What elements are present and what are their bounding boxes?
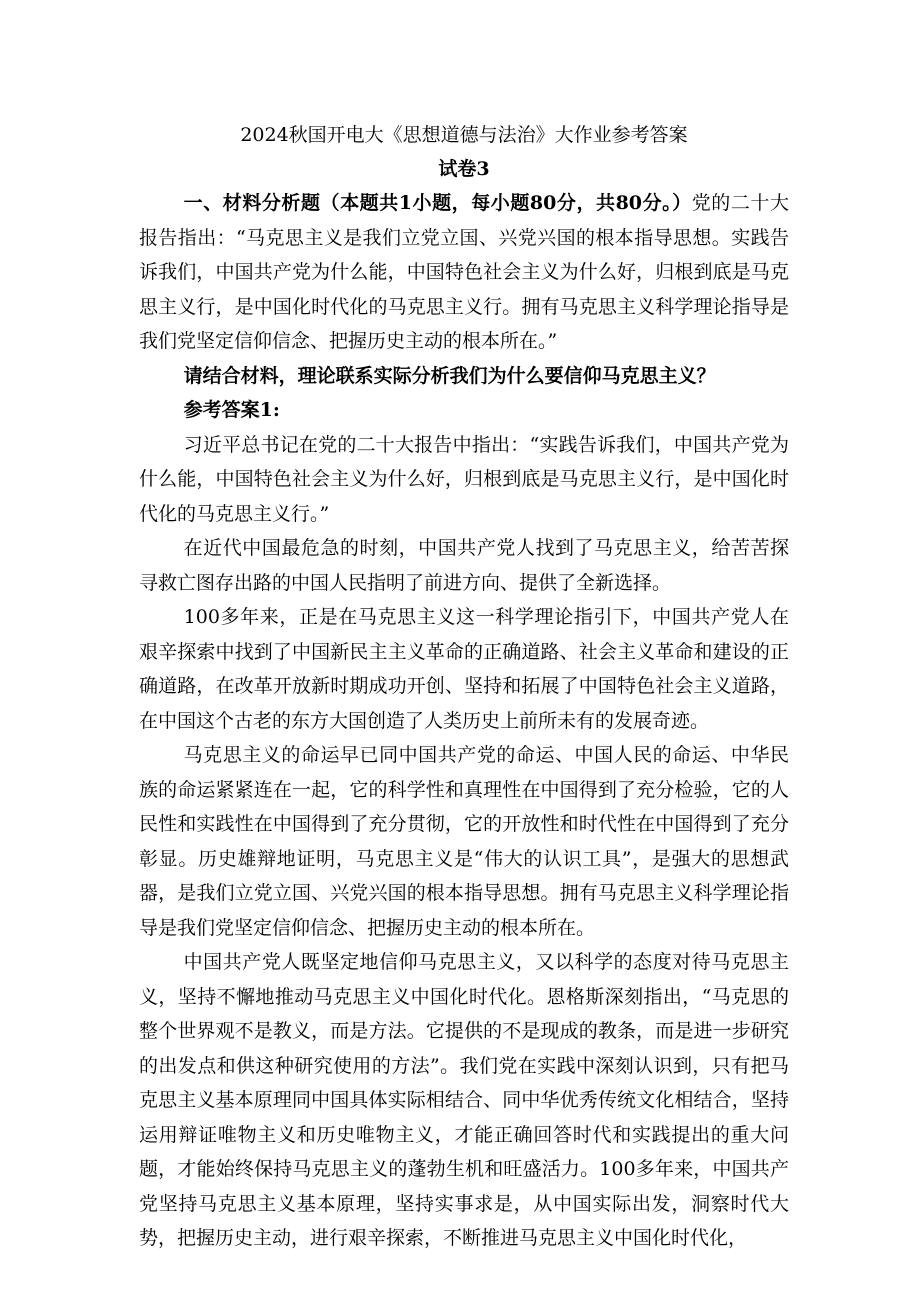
question-text: 请结合材料，理论联系实际分析我们为什么要信仰马克思主义？: [183, 364, 716, 387]
document-title: 2024秋国开电大《思想道德与法治》大作业参考答案: [240, 124, 688, 146]
answer-paragraph-2: 在近代中国最危急的时刻，中国共产党人找到了马克思主义，给苦苦探寻救亡图存出路的中国人民指明了前进方向、提供了全新选择。: [139, 537, 789, 594]
answer-label: 参考答案1:: [183, 399, 280, 421]
answer-paragraph-3: 100多年来，正是在马克思主义这一科学理论指引下，中国共产党人在艰辛探索中找到了中国新民主主义革命的正确道路、社会主义革命和建设的正确道路，在改革开放新时期成功开创、坚持和拓展了中国特色社会主义道路，在中国这个古老的东方大国创造了人类历史上前所未有的发展奇迹。: [139, 606, 789, 732]
answer-label-line: [139, 393, 789, 428]
section-heading: 一、材料分析题（本题共1小题，每小题80分，共80分。）: [183, 192, 692, 214]
document-page: [139, 118, 789, 1256]
answer-paragraph-1: 习近平总书记在党的二十大报告中指出：“实践告诉我们，中国共产党为什么能，中国特色社会主义为什么好，归根到底是马克思主义行，是中国化时代化的马克思主义行。”: [139, 433, 789, 525]
answer-paragraph-4: 马克思主义的命运早已同中国共产党的命运、中国人民的命运、中华民族的命运紧紧连在一起，它的科学性和真理性在中国得到了充分检验，它的人民性和实践性在中国得到了充分贯彻，它的开放性和时代性在中国得到了充分彰显。历史雄辩地证明，马克思主义是“伟大的认识工具”，是强大的思想武器，是我们立党立国、兴党兴国的根本指导思想。拥有马克思主义科学理论指导是我们党坚定信仰信念、把握历史主动的根本所在。: [139, 744, 789, 939]
material-text: 党的二十大报告指出：“马克思主义是我们立党立国、兴党兴国的根本指导思想。实践告诉我们，中国共产党为什么能，中国特色社会主义为什么好，归根到底是马克思主义行，是中国化时代化的马克思主义行。拥有马克思主义科学理论指导是我们党坚定信仰信念、把握历史主动的根本所在。”: [139, 192, 789, 352]
answer-paragraph-5: 中国共产党人既坚定地信仰马克思主义，又以科学的态度对待马克思主义，坚持不懈地推动马克思主义中国化时代化。恩格斯深刻指出，“马克思的整个世界观不是教义，而是方法。它提供的不是现成的教条，而是进一步研究的出发点和供这种研究使用的方法”。我们党在实践中深刻认识到，只有把马克思主义基本原理同中国具体实际相结合、同中华优秀传统文化相结合，坚持运用辩证唯物主义和历史唯物主义，才能正确回答时代和实践提出的重大问题，才能始终保持马克思主义的蓬勃生机和旺盛活力。100多年来，中国共产党坚持马克思主义基本原理，坚持实事求是，从中国实际出发，洞察时代大势，把握历史主动，进行艰辛探索，不断推进马克思主义中国化时代化，: [139, 951, 789, 1249]
paper-number: 试卷3: [438, 158, 490, 180]
material-paragraph: [139, 186, 789, 359]
